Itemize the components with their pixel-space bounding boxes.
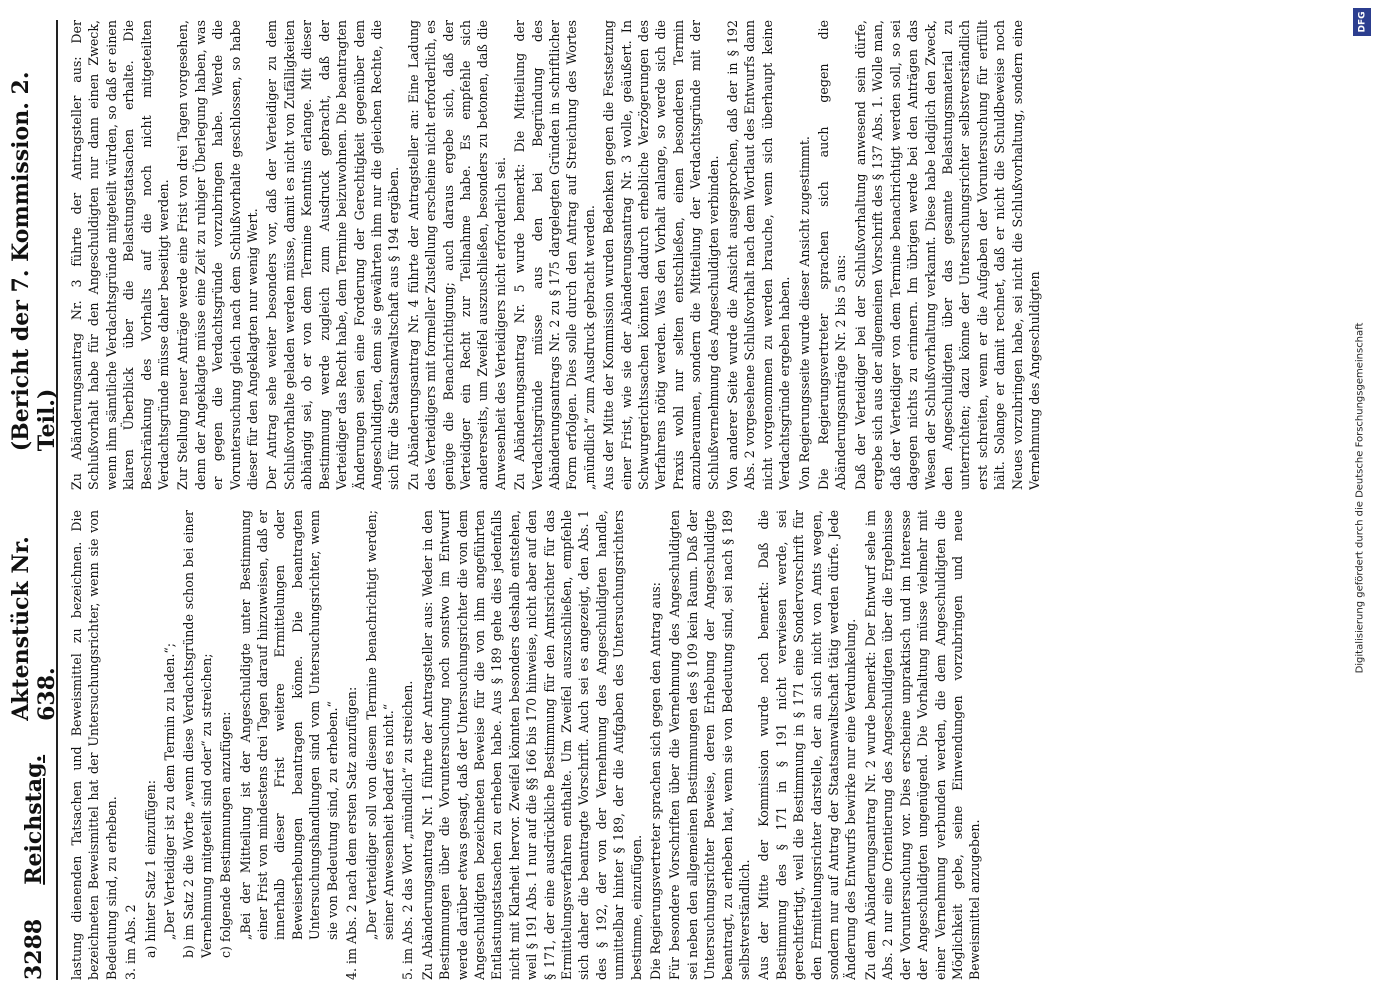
paragraph: Für besondere Vorschriften über die Vernehmung des Angeschuldigten sei neben den allgemeinen Bestimmungen des § 109 kein Raum. Daß der Untersuchungsrichter Beweise, deren Erhebung der Angeschuldigte beantragt, zu erheben hat, wenn sie von Bedeutung sind, sei nach § 189 selbstverständlich. [666, 510, 752, 980]
paragraph: c) folgende Bestimmungen anzufügen: [217, 711, 233, 958]
page-number: 3288 [20, 918, 47, 980]
paragraph: „Der Verteidiger ist zu dem Termin zu laden.“; [161, 642, 177, 940]
paragraph: 3. im Abs. 2 [122, 904, 138, 980]
paragraph: Aus der Mitte der Kommission wurde noch bemerkt: Daß die Bestimmung des § 171 in § 191 nicht verwiesen werde, sei gerechtfertigt, weil die Bestimmung in § 171 eine Sondervorschrift für den Ermittelungsrichter darstelle, der an sich nicht von Amts wegen, sondern nur auf Antrag der Staatsanwaltschaft tätig werden dürfe. Jede Änderung des Entwurfs bewirke nur eine Verdunkelung. [755, 510, 858, 980]
paragraph: Zu dem Abänderungsantrag Nr. 2 wurde bemerkt: Der Entwurf sehe im Abs. 2 nur eine Orientierung des Angeschuldigten über die Ergebnisse der Voruntersuchung vor. Dies erscheine unpraktisch und im Interesse der Angeschuldigten ungenügend. Die Vorhaltung müsse vielmehr mit einer Vernehmung verbunden werden, die dem Angeschuldigten die Möglichkeit gebe, seine Einwendungen vorzubringen und neue Beweismittel anzugeben. [862, 510, 982, 980]
paragraph: lastung dienenden Tatsachen und Beweismittel zu bezeichnen. Die bezeichneten Beweismittel hat der Untersuchungsrichter, wenn sie von Bedeutung sind, zu erheben. [68, 510, 119, 980]
digitization-note [1353, 8, 1367, 988]
paragraph: Von anderer Seite wurde die Ansicht ausgesprochen, daß der in § 192 Abs. 2 vorgesehene Schlußvorhalt nach dem Wortlaut des Entwurfs dann nicht vorgenommen zu werden brauche, wenn sich überhaupt keine Verdachtsgründe ergeben haben. [724, 20, 792, 490]
paragraph: Die Regierungsvertreter sprachen sich auch gegen die Abänderungsanträge Nr. 2 bis 5 aus: [815, 20, 848, 490]
paragraph: Der Antrag sehe weiter besonders vor, daß der Verteidiger zu dem Schlußvorhalte geladen werden müsse, damit es nicht von Zufälligkeiten abhängig sei, ob er von dem Termine Kenntnis erlange. Mit dieser Bestimmung werde zugleich zum Ausdruck gebracht, daß der Verteidiger das Recht habe, dem Termine beizuwohnen. Die beantragten Änderungen seien eine Forderung der Gerechtigkeit gegenüber dem Angeschuldigten, denn sie gewährten ihm nur die gleichen Rechte, die sich für die Staatsanwaltschaft aus § 194 ergäben. [263, 20, 401, 490]
paragraph: 5. im Abs. 2 das Wort „mündlich“ zu streichen. [399, 680, 415, 980]
document-number: Aktenstück Nr. 638. [7, 536, 60, 721]
dfg-logo-text: DFG [1357, 11, 1368, 33]
page-header [7, 20, 60, 980]
paragraph: Die Regierungsvertreter sprachen sich gegen den Antrag aus: [647, 582, 663, 980]
paragraph: Zu Abänderungsantrag Nr. 1 führte der Antragsteller aus: Weder in den Bestimmungen über die Voruntersuchung noch sonstwo im Entwurf werde darüber etwas gesagt, daß der Untersuchungsrichter die von dem Angeschuldigten bezeichneten Beweise für die von ihm angeführten Entlastungstatsachen zu erheben habe. Aus § 189 gehe dies jedenfalls nicht mit Klarheit hervor. Zweifel könnten besonders deshalb entstehen, weil § 191 Abs. 1 nur auf die §§ 166 bis 170 hinweise, nicht aber auf den § 171, der eine ausdrückliche Bestimmung für den Amtsrichter für das Ermittelungsverfahren enthalte. Um Zweifel auszuschließen, empfehle sich daher die beantragte Vorschrift. Auch sei es angezeigt, den Abs. 1 des § 192, der von der Vernehmung des Angeschuldigten handle, unmittelbar hinter § 189, der die Aufgaben des Untersuchungsrichters bestimme, einzufügen. [419, 510, 644, 980]
text-columns [68, 20, 1348, 980]
paragraph: a) hinter Satz 1 einzufügen: [142, 779, 158, 958]
report-title: (Bericht der 7. Kommission. 2. Teil.) [7, 71, 60, 452]
paragraph: b) im Satz 2 die Worte „wenn diese Verdachtsgründe schon bei einer Vernehmung mitgeteilt sind oder“ zu streichen; [180, 510, 214, 958]
paragraph: Von Regierungsseite wurde dieser Ansicht zugestimmt. [796, 136, 812, 490]
left-column [68, 510, 1348, 980]
dfg-logo [1353, 8, 1371, 36]
paragraph: Zur Stellung neuer Anträge werde eine Frist von drei Tagen vorgesehen, denn der Angeklagte müsse eine Zeit zu ruhiger Überlegung haben, was er gegen die Verdachtsgründe vorzubringen habe. Werde die Voruntersuchung gleich nach dem Schlußvorhalte geschlossen, so habe dieser für den Angeklagten nur wenig Wert. [174, 20, 260, 490]
paragraph: „Der Verteidiger soll von diesem Termine benachrichtigt werden; seiner Anwesenheit bedarf es nicht.“ [363, 510, 396, 940]
paragraph: Zu Abänderungsantrag Nr. 5 wurde bemerkt: Die Mitteilung der Verdachtsgründe müsse aus den bei Begründung des Abänderungsantrags Nr. 2 zu § 175 dargelegten Gründen in schriftlicher Form erfolgen. Dies solle durch den Antrag auf Streichung des Wortes „mündlich“ zum Ausdruck gebracht werden. [511, 20, 597, 490]
paragraph: 4. im Abs. 2 nach dem ersten Satz anzufügen: [343, 686, 359, 980]
paragraph: Zu Abänderungsantrag Nr. 4 führte der Antragsteller an: Eine Ladung des Verteidigers mit formeller Zustellung erscheine nicht erforderlich, es genüge die Benachrichtigung; auch daraus ergebe sich, daß der Verteidiger ein Recht zur Teilnahme habe. Es empfehle sich andererseits, um Zweifel auszuschließen, besonders zu betonen, daß die Anwesenheit des Verteidigers nicht erforderlich sei. [405, 20, 508, 490]
right-column [68, 20, 1348, 490]
paragraph: Daß der Verteidiger bei der Schlußvorhaltung anwesend sein dürfe, ergebe sich aus der allgemeinen Vorschrift des § 137 Abs. 1. Wolle man, daß der Verteidiger von dem Termine benachrichtigt werden soll, so sei dagegen nichts zu erinnern. Im übrigen werde bei den Anträgen das Wesen der Schlußvorhaltung verkannt. Diese habe lediglich den Zweck, den Angeschuldigten über das gesamte Belastungsmaterial zu unterrichten; dazu könne der Untersuchungsrichter selbstverständlich erst schreiten, wenn er die Aufgaben der Voruntersuchung für erfüllt hält. Solange er damit rechnet, daß er nicht die Schuldbeweise noch Neues vorzubringen habe, sei nicht die Schlußvorhaltung, sondern eine Vernehmung des Angeschuldigten [852, 20, 1042, 490]
paragraph: „Bei der Mitteilung ist der Angeschuldigte unter Bestimmung einer Frist von mindestens drei Tagen darauf hinzuweisen, daß er innerhalb dieser Frist weitere Ermittelungen oder Beweiserhebungen beantragen könne. Die beantragten Untersuchungshandlungen sind vom Untersuchungsrichter, wenn sie von Bedeutung sind, zu erheben.“ [237, 510, 340, 940]
paragraph: Zu Abänderungsantrag Nr. 3 führte der Antragsteller aus: Der Schlußvorhalt habe für den Angeschuldigten nur dann einen Zweck, wenn ihm sämtliche Verdachtsgründe mitgeteilt würden, so daß er einen klaren Überblick über die Belastungstatsachen erhalte. Die Beschränkung des Vorhalts auf die noch nicht mitgeteilten Verdachtsgründe müsse daher beseitigt werden. [68, 20, 171, 490]
digitization-note-text: Digitalisierung gefördert durch die Deutsche Forschungsgemeinschaft [1354, 322, 1366, 674]
document-page [7, 20, 1372, 980]
parliament-title: Reichstag. [20, 754, 47, 885]
paragraph: Aus der Mitte der Kommission wurden Bedenken gegen die Festsetzung einer Frist, wie sie der Abänderungsantrag Nr. 3 wolle, geäußert. In Schwurgerichtssachen könnten dadurch erhebliche Verzögerungen des Verfahrens nötig werden. Was den Vorhalt anlange, so werde sich die Praxis wohl nur selten entschließen, einen besonderen Termin anzuberaumen, sondern die Mitteilung der Verdachtsgründe mit der Schlußvernehmung des Angeschuldigten verbinden. [600, 20, 721, 490]
